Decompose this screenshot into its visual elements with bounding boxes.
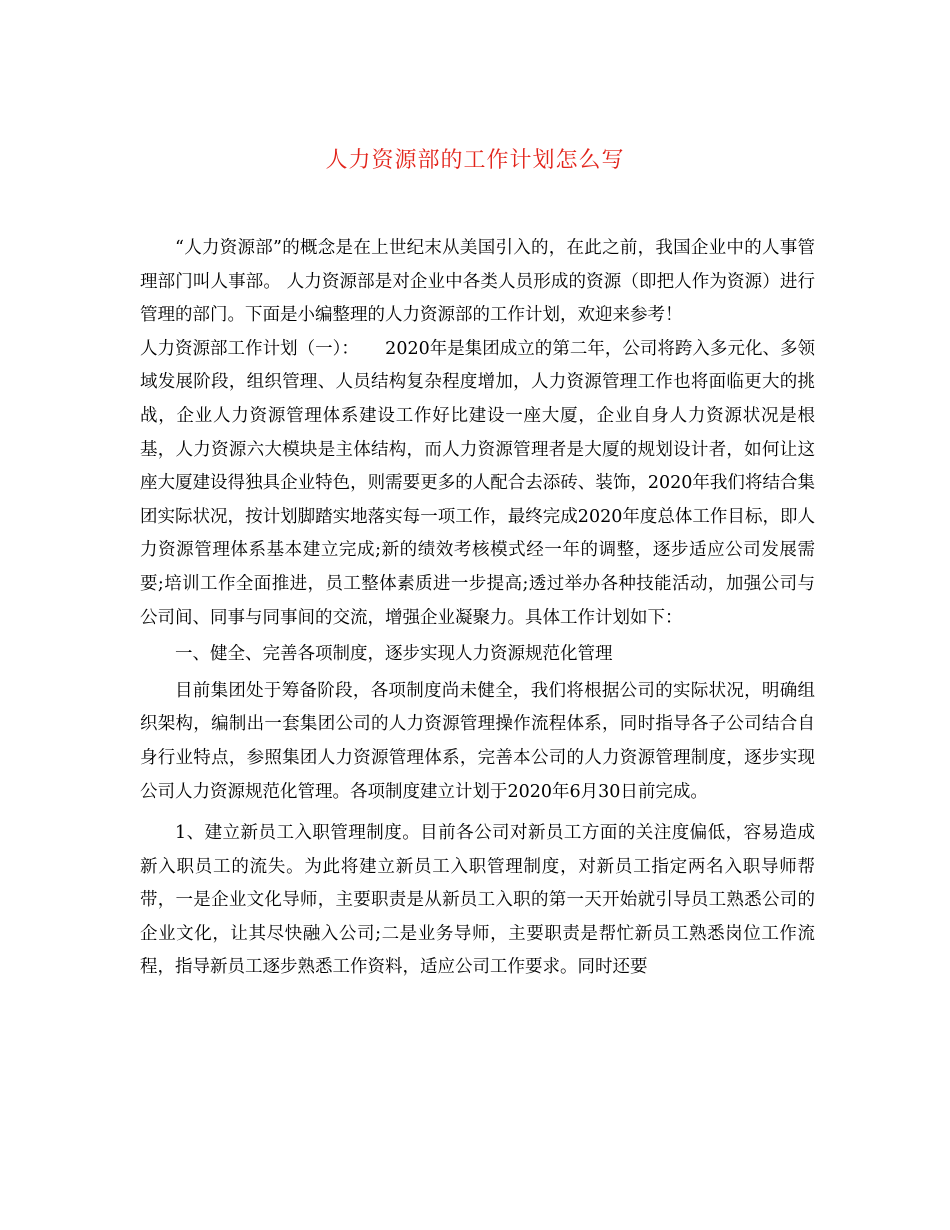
paragraph-plan-one: 人力资源部工作计划（一）： 2020年是集团成立的第二年，公司将跨入多元化、多领域发展阶段，组织管理、人员结构复杂程度增加，人力资源管理工作也将面临更大的挑战，企业人力资源管理体系建设工作好比建设一座大厦，企业自身人力资源状况是根基，人力资源六大模块是主体结构，而人力资源管理者是大厦的规划设计者，如何让这座大厦建设得独具企业特色，则需要更多的人配合去添砖、装饰，2020年我们将结合集团实际状况，按计划脚踏实地落实每一项工作，最终完成2020年度总体工作目标，即人力资源管理体系基本建立完成;新的绩效考核模式经一年的调整，逐步适应公司发展需要;培训工作全面推进，员工整体素质进一步提高;透过举办各种技能活动，加强公司与公司间、同事与同事间的交流，增强企业凝聚力。具体工作计划如下： [140, 338, 815, 628]
document-body [140, 232, 815, 985]
paragraph-intro: “人力资源部”的概念是在上世纪末从美国引入的，在此之前，我国企业中的人事管理部门叫人事部。 人力资源部是对企业中各类人员形成的资源（即把人作为资源）进行管理的部门。下面是小编整理的人力资源部的工作计划，欢迎来参考！ [140, 238, 815, 326]
document-title: 人力资源部的工作计划怎么写 [325, 148, 625, 173]
paragraph-section-one: 目前集团处于筹备阶段，各项制度尚未健全，我们将根据公司的实际状况，明确组织架构，编制出一套集团公司的人力资源管理操作流程体系，同时指导各子公司结合自身行业特点，参照集团人力资源管理体系，完善本公司的人力资源管理制度，逐步实现公司人力资源规范化管理。各项制度建立计划于2020年6月30日前完成。 [140, 680, 815, 802]
section-heading-one: 一、健全、完善各项制度，逐步实现人力资源规范化管理 [175, 644, 613, 665]
paragraph-item-one: 1、建立新员工入职管理制度。目前各公司对新员工方面的关注度偏低，容易造成新入职员工的流失。为此将建立新员工入职管理制度，对新员工指定两名入职导师帮带，一是企业文化导师，主要职责是从新员工入职的第一天开始就引导员工熟悉公司的企业文化，让其尽快融入公司;二是业务导师，主要职责是帮忙新员工熟悉岗位工作流程，指导新员工逐步熟悉工作资料，适应公司工作要求。同时还要 [140, 823, 815, 978]
